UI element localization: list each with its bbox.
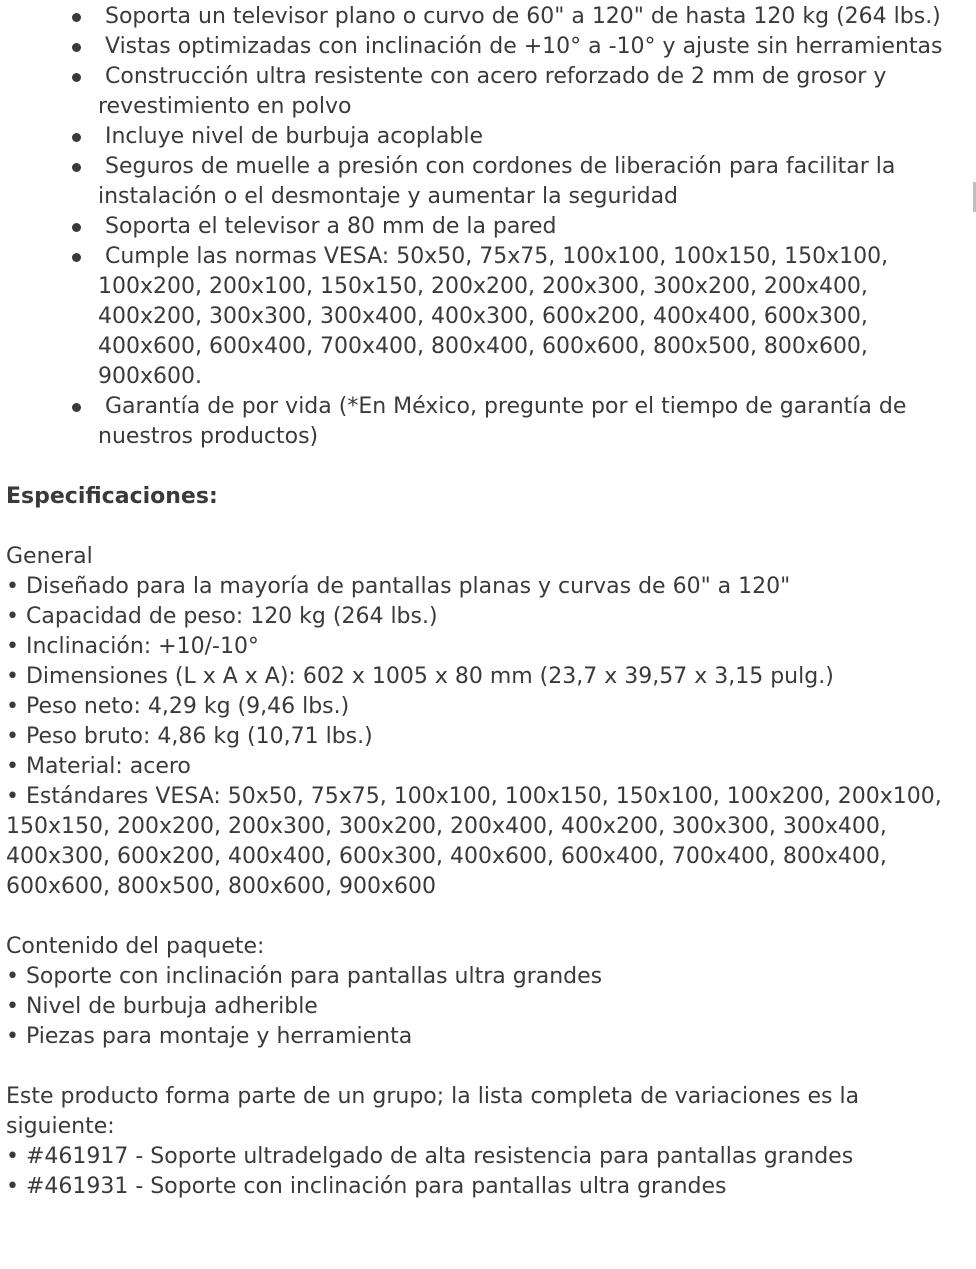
package-title: Contenido del paquete: xyxy=(6,934,265,959)
feature-item: Garantía de por vida (*En México, pregunte por el tiempo de garantía de nuestros productos) xyxy=(98,392,972,452)
feature-item: Soporta un televisor plano o curvo de 60" a 120" de hasta 120 kg (264 lbs.) xyxy=(98,2,972,32)
feature-item: Soporta el televisor a 80 mm de la pared xyxy=(98,212,972,242)
package-item: • Soporte con inclinación para pantallas ultra grandes xyxy=(6,964,603,989)
product-description xyxy=(6,2,972,1202)
feature-item: Seguros de muelle a presión con cordones de liberación para facilitar la instalación o el desmontaje y aumentar la seguridad xyxy=(98,152,972,212)
spec-item: • Material: acero xyxy=(6,754,191,779)
specs-heading: Especificaciones: xyxy=(6,484,218,509)
spec-item: • Peso neto: 4,29 kg (9,46 lbs.) xyxy=(6,694,350,719)
general-title: General xyxy=(6,544,93,569)
spec-item: • Capacidad de peso: 120 kg (264 lbs.) xyxy=(6,604,438,629)
package-item: • Piezas para montaje y herramienta xyxy=(6,1024,413,1049)
spacer xyxy=(6,1052,972,1082)
group-item: • #461931 - Soporte con inclinación para pantallas ultra grandes xyxy=(6,1174,727,1199)
spec-item: • Peso bruto: 4,86 kg (10,71 lbs.) xyxy=(6,724,373,749)
feature-item: Cumple las normas VESA: 50x50, 75x75, 100x100, 100x150, 150x100, 100x200, 200x100, 150x150, 200x200, 200x300, 300x200, 200x400, 400x200, 300x300, 300x400, 400x300, 600x200, 400x400, 600x300, 400x600, 600x400, 700x400, 800x400, 600x600, 800x500, 800x600, 900x600. xyxy=(98,242,972,392)
spec-item: • Dimensiones (L x A x A): 602 x 1005 x 80 mm (23,7 x 39,57 x 3,15 pulg.) xyxy=(6,664,834,689)
feature-item: Vistas optimizadas con inclinación de +10° a -10° y ajuste sin herramientas xyxy=(98,32,972,62)
group-item: • #461917 - Soporte ultradelgado de alta resistencia para pantallas grandes xyxy=(6,1144,854,1169)
package-item: • Nivel de burbuja adherible xyxy=(6,994,318,1019)
group-intro: Este producto forma parte de un grupo; la lista completa de variaciones es la siguiente: xyxy=(6,1084,867,1139)
feature-item: Incluye nivel de burbuja acoplable xyxy=(98,122,972,152)
spacer xyxy=(6,512,972,542)
spacer xyxy=(6,902,972,932)
spec-item: • Estándares VESA: 50x50, 75x75, 100x100, 100x150, 150x100, 100x200, 200x100, 150x150, 200x200, 200x300, 300x200, 200x400, 400x200, 300x300, 300x400, 400x300, 600x200, 400x400, 600x300, 400x600, 600x400, 700x400, 800x400, 600x600, 800x500, 800x600, 900x600 xyxy=(6,784,949,899)
spec-item: • Diseñado para la mayoría de pantallas planas y curvas de 60" a 120" xyxy=(6,574,791,599)
spec-item: • Inclinación: +10/-10° xyxy=(6,634,259,659)
spacer xyxy=(6,452,972,482)
feature-item: Construcción ultra resistente con acero reforzado de 2 mm de grosor y revestimiento en polvo xyxy=(98,62,972,122)
feature-list xyxy=(6,2,972,452)
